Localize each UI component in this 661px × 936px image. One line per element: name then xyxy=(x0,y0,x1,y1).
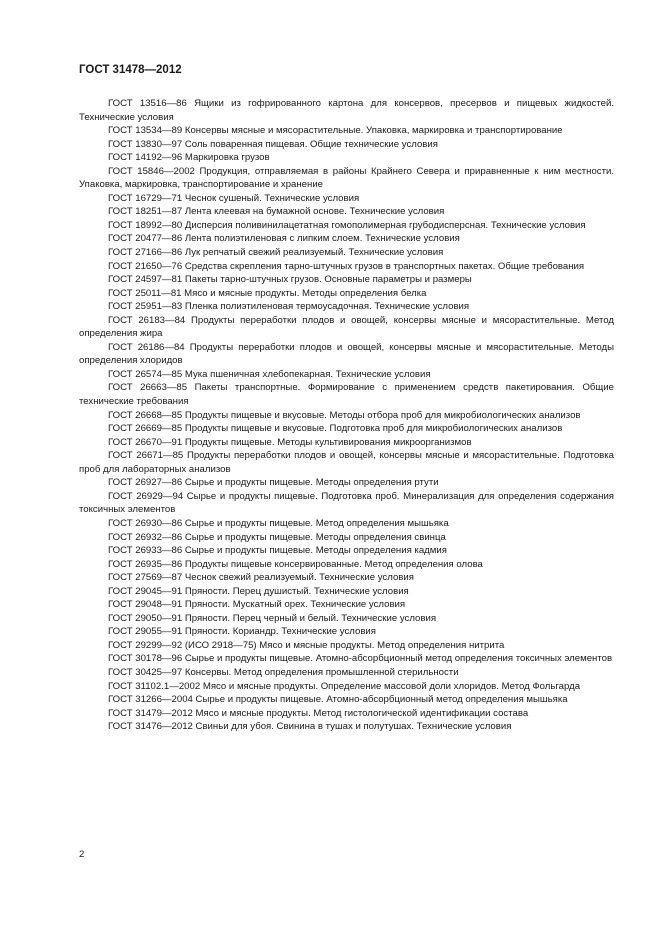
reference-item: ГОСТ 31476—2012 Свиньи для убоя. Свинина в тушах и полутушах. Технические условия xyxy=(108,721,512,733)
reference-item: ГОСТ 26932—86 Сырье и продукты пищевые. Методы определения свинца xyxy=(108,531,446,543)
reference-item: ГОСТ 26670—91 Продукты пищевые. Методы культивирования микроорганизмов xyxy=(108,436,472,448)
reference-item: ГОСТ 31266—2004 Сырье и продукты пищевые. Атомно-абсорбционный метод определения мышьяка xyxy=(108,694,568,706)
reference-item: ГОСТ 26669—85 Продукты пищевые и вкусовые. Подготовка проб для микробиологических анализов xyxy=(108,423,563,435)
document-header: ГОСТ 31478—2012 xyxy=(79,64,182,76)
reference-item: ГОСТ 13516—86 Ящики из гофрированного картона для консервов, пресервов и пищевых жидкостей. Технические условия xyxy=(79,98,614,123)
reference-item: ГОСТ 31479—2012 Мясо и мясные продукты. Метод гистологической идентификации состава xyxy=(108,707,529,719)
reference-item: ГОСТ 29299—92 (ИСО 2918—75) Мясо и мясные продукты. Метод определения нитрита xyxy=(108,639,505,651)
reference-item: ГОСТ 16729—71 Чеснок сушеный. Технические условия xyxy=(108,192,360,204)
reference-item: ГОСТ 31102.1—2002 Мясо и мясные продукты. Определение массовой доли хлоридов. Метод Фольгарда xyxy=(108,680,581,692)
reference-item: ГОСТ 29050—91 Пряности. Перец черный и белый. Технические условия xyxy=(108,612,437,624)
reference-item: ГОСТ 26186—84 Продукты переработки плодов и овощей, консервы мясные и мясорастительные. Методы определения хлоридов xyxy=(79,341,614,367)
reference-item: ГОСТ 27166—86 Лук репчатый свежий реализуемый. Технические условия xyxy=(108,247,444,259)
reference-item: ГОСТ 25951—83 Пленка полиэтиленовая термоусадочная. Технические условия xyxy=(108,301,470,313)
reference-item: ГОСТ 20477—86 Лента полиэтиленовая с липким слоем. Технические условия xyxy=(108,233,460,245)
normative-references-list xyxy=(79,97,614,734)
reference-item: ГОСТ 26663—85 Пакеты транспортные. Формирование с применением средств пакетирования. Общие технические требования xyxy=(79,382,614,408)
page-number: 2 xyxy=(79,849,85,860)
reference-item: ГОСТ 26933—86 Сырье и продукты пищевые. Методы определения кадмия xyxy=(108,545,447,557)
reference-item: ГОСТ 21650—76 Средства скрепления тарно-штучных грузов в транспортных пакетах. Общие требования xyxy=(108,260,585,272)
reference-item: ГОСТ 26668—85 Продукты пищевые и вкусовые. Методы отбора проб для микробиологических анализов xyxy=(108,409,581,421)
reference-item: ГОСТ 18251—87 Лента клеевая на бумажной основе. Технические условия xyxy=(108,206,445,218)
reference-item: ГОСТ 24597—81 Пакеты тарно-штучных грузов. Основные параметры и размеры xyxy=(108,274,472,286)
reference-item: ГОСТ 26927—86 Сырье и продукты пищевые. Методы определения ртути xyxy=(108,477,439,489)
reference-item: ГОСТ 15846—2002 Продукция, отправляемая в районы Крайнего Севера и приравненные к ним местности. Упаковка, маркировка, транспортирование и хранение xyxy=(79,165,614,191)
reference-item: ГОСТ 26930—86 Сырье и продукты пищевые. Метод определения мышьяка xyxy=(108,517,449,529)
reference-item: ГОСТ 26574—85 Мука пшеничная хлебопекарная. Технические условия xyxy=(108,368,431,380)
reference-item: ГОСТ 14192—96 Маркировка грузов xyxy=(108,152,270,164)
reference-item: ГОСТ 26929—94 Сырье и продукты пищевые. Подготовка проб. Минерализация для определения содержания токсичных элементов xyxy=(79,490,614,516)
reference-item: ГОСТ 29045—91 Пряности. Перец душистый. Технические условия xyxy=(108,585,409,597)
reference-item: ГОСТ 29055—91 Пряности. Кориандр. Технические условия xyxy=(108,626,376,638)
reference-item: ГОСТ 26671—85 Продукты переработки плодов и овощей, консервы мясные и мясорастительные. Подготовка проб для лабораторных анализов xyxy=(79,450,614,475)
reference-item: ГОСТ 30178—96 Сырье и продукты пищевые. Атомно-абсорбционный метод определения токсичных элементов xyxy=(108,653,613,665)
reference-item: ГОСТ 27569—87 Чеснок свежий реализуемый. Технические условия xyxy=(108,572,414,584)
reference-item: ГОСТ 26935—86 Продукты пищевые консервированные. Метод определения олова xyxy=(108,558,483,570)
reference-item: ГОСТ 25011—81 Мясо и мясные продукты. Методы определения белка xyxy=(108,287,427,299)
reference-item: ГОСТ 13534—89 Консервы мясные и мясорастительные. Упаковка, маркировка и транспортирование xyxy=(108,125,563,137)
reference-item: ГОСТ 18992—80 Дисперсия поливинилацетатная гомополимерная грубодисперсная. Технические условия xyxy=(108,219,586,231)
reference-item: ГОСТ 30425—97 Консервы. Метод определения промышленной стерильности xyxy=(108,666,459,678)
reference-item: ГОСТ 13830—97 Соль поваренная пищевая. Общие технические условия xyxy=(108,138,438,150)
reference-item: ГОСТ 29048—91 Пряности. Мускатный орех. Технические условия xyxy=(108,599,406,611)
reference-item: ГОСТ 26183—84 Продукты переработки плодов и овощей, консервы мясные и мясорастительные. Метод определения жира xyxy=(79,314,614,340)
